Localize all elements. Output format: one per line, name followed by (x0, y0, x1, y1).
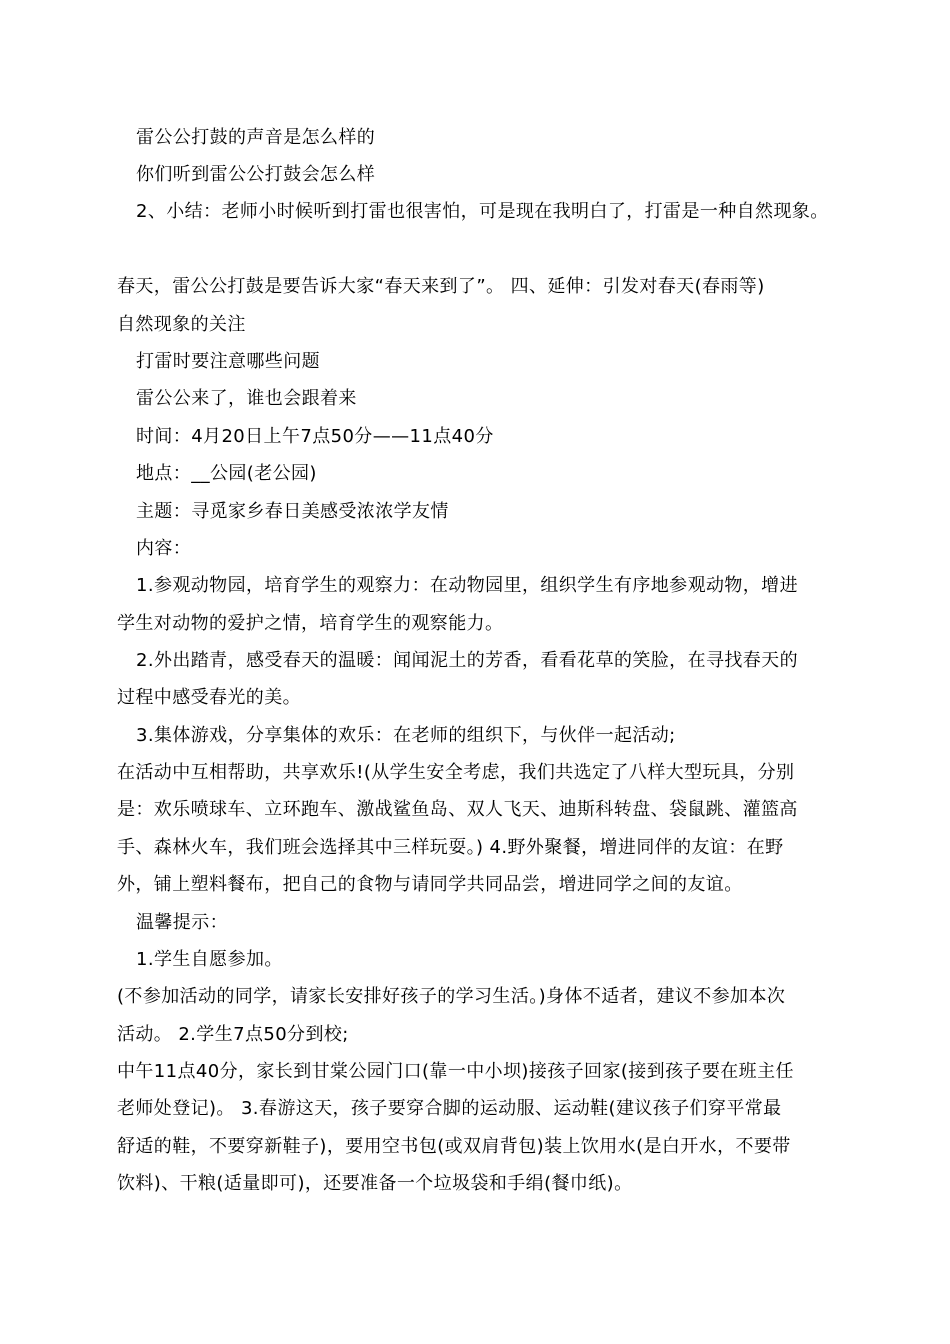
text-line: 内容： (136, 538, 192, 559)
text-line: 舒适的鞋，不要穿新鞋子)，要用空书包(或双肩背包)装上饮用水(是白开水，不要带 (117, 1136, 791, 1157)
text-line: 温馨提示： (136, 912, 228, 933)
text-line: 时间：4月20日上午7点50分——11点40分 (136, 426, 494, 447)
text-line: 活动。 2.学生7点50分到校; (117, 1024, 349, 1045)
text-line: 自然现象的关注 (117, 314, 246, 335)
text-line: 3.集体游戏，分享集体的欢乐：在老师的组织下，与伙伴一起活动; (136, 725, 676, 746)
text-line: 2、小结：老师小时候听到打雷也很害怕，可是现在我明白了，打雷是一种自然现象。 (136, 201, 829, 222)
text-line: 学生对动物的爱护之情，培育学生的观察能力。 (117, 613, 504, 634)
text-line: 地点：__公园(老公园) (136, 463, 317, 484)
text-line: 雷公公来了，谁也会跟着来 (136, 388, 357, 409)
text-line: 打雷时要注意哪些问题 (136, 351, 320, 372)
text-line: 春天，雷公公打鼓是要告诉大家“春天来到了”。 四、延伸：引发对春天(春雨等) (117, 276, 765, 297)
text-line: 雷公公打鼓的声音是怎么样的 (136, 127, 376, 148)
text-line: 过程中感受春光的美。 (117, 687, 301, 708)
text-line: 外，铺上塑料餐布，把自己的食物与请同学共同品尝，增进同学之间的友谊。 (117, 874, 743, 895)
text-line: 中午11点40分，家长到甘棠公园门口(靠一中小坝)接孩子回家(接到孩子要在班主任 (117, 1061, 794, 1082)
text-line: 是：欢乐喷球车、立环跑车、激战鲨鱼岛、双人飞天、迪斯科转盘、袋鼠跳、灌篮高 (117, 799, 798, 820)
text-line: 饮料)、干粮(适量即可)，还要准备一个垃圾袋和手绢(餐巾纸)。 (117, 1173, 633, 1194)
text-line: 主题：寻觅家乡春日美感受浓浓学友情 (136, 501, 449, 522)
text-line: (不参加活动的同学，请家长安排好孩子的学习生活。)身体不适者，建议不参加本次 (117, 986, 786, 1007)
text-line: 2.外出踏青，感受春天的温暖：闻闻泥土的芳香，看看花草的笑脸，在寻找春天的 (136, 650, 798, 671)
text-line: 手、森林火车，我们班会选择其中三样玩耍。) 4.野外聚餐，增进同伴的友谊：在野 (117, 837, 784, 858)
text-line: 老师处登记)。 3.春游这天，孩子要穿合脚的运动服、运动鞋(建议孩子们穿平常最 (117, 1098, 782, 1119)
text-line: 你们听到雷公公打鼓会怎么样 (136, 164, 376, 185)
text-line: 在活动中互相帮助，共享欢乐!(从学生安全考虑，我们共选定了八样大型玩具，分别 (117, 762, 795, 783)
text-line: 1.学生自愿参加。 (136, 949, 283, 970)
text-line: 1.参观动物园，培育学生的观察力：在动物园里，组织学生有序地参观动物，增进 (136, 575, 798, 596)
